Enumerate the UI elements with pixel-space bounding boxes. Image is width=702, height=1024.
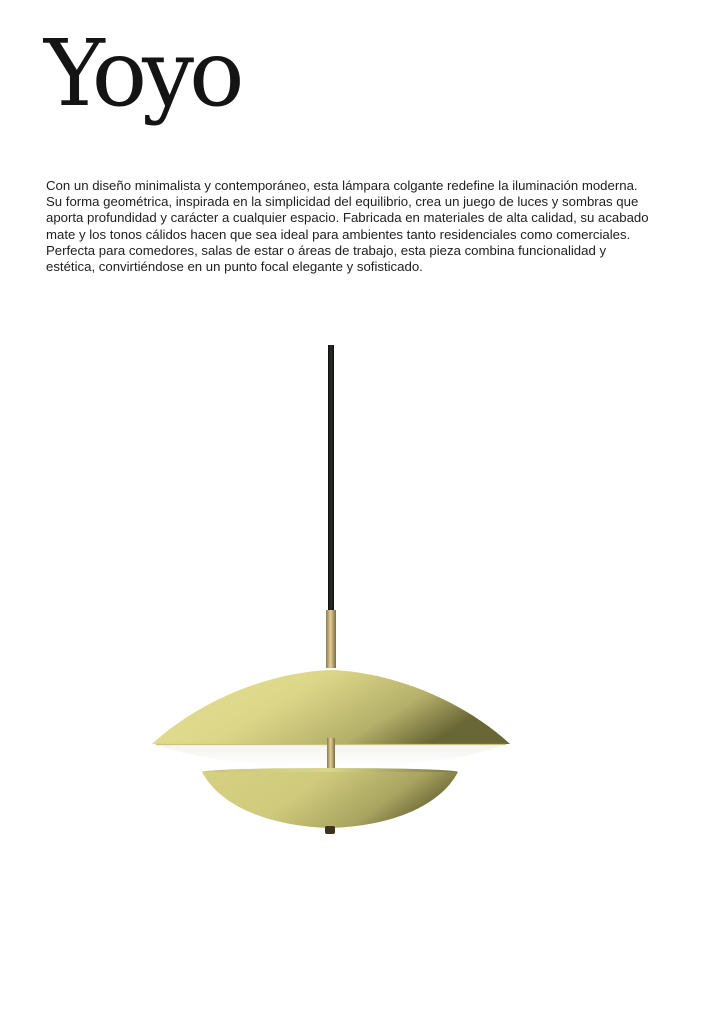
description-line: aporta profundidad y carácter a cualquier espacio. Fabricada en materiales de alta calidad, su acabado <box>46 210 649 226</box>
description-line: Su forma geométrica, inspirada en la simplicidad del equilibrio, crea un juego de luces y sombras que <box>46 194 639 210</box>
bottom-finial <box>325 826 335 834</box>
description-line: mate y los tonos cálidos hacen que sea ideal para ambientes tanto residenciales como comerciales. <box>46 226 631 242</box>
product-description <box>46 178 649 275</box>
description-line: Con un diseño minimalista y contemporáneo, esta lámpara colgante redefine la iluminación moderna. <box>46 178 638 193</box>
brass-collar <box>326 610 336 668</box>
description-line: Perfecta para comedores, salas de estar o áreas de trabajo, esta pieza combina funcionalidad y <box>46 242 607 258</box>
description-line: estética, convirtiéndose en un punto focal elegante y sofisticado. <box>46 259 423 275</box>
suspension-rod <box>328 345 334 613</box>
pendant-lamp-image <box>140 340 520 850</box>
top-shade <box>152 670 510 744</box>
product-title: Yoyo <box>44 20 240 127</box>
bottom-shade <box>202 772 458 828</box>
